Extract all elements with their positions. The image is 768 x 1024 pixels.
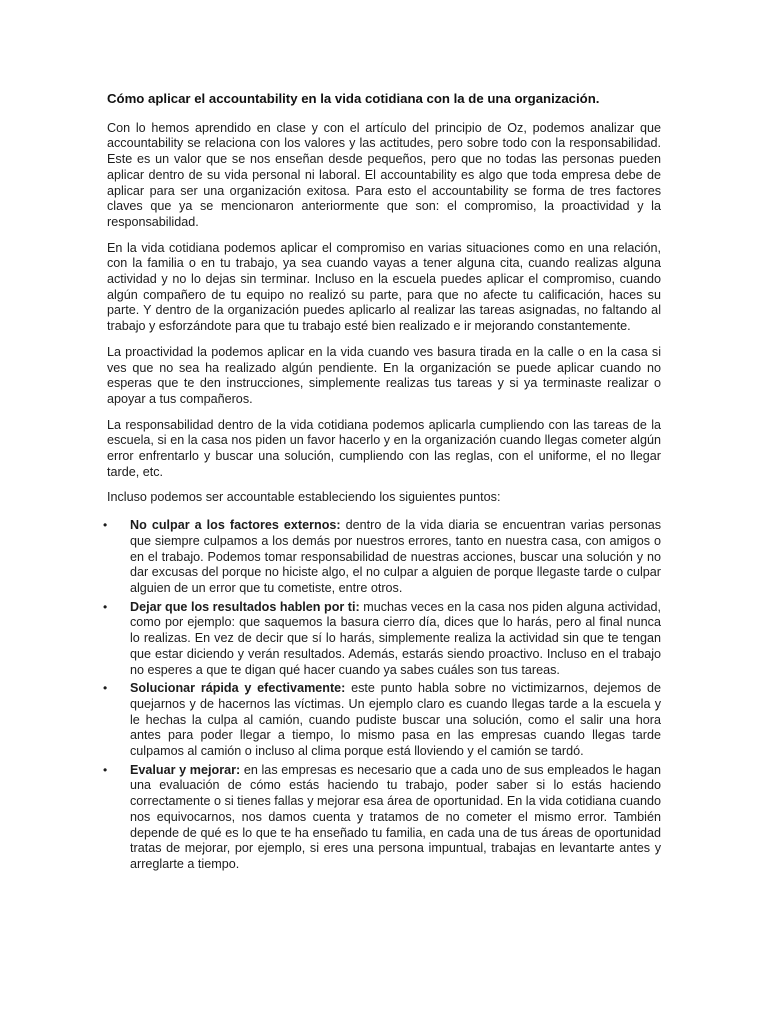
bullet-icon: • <box>103 681 108 696</box>
list-intro: Incluso podemos ser accountable estableciendo los siguientes puntos: <box>107 490 501 505</box>
list-item <box>103 599 661 679</box>
point-text: muchas veces en la casa nos piden alguna actividad, como por ejemplo: que saquemos la basura cierro día, dices que lo harás, pero al final nunca lo realizas. En vez de decir que sí lo harás, simplemente realiza la actividad sin que te tengan que estar diciendo y verán resultados. Además, estarás siendo proactivo. Incluso en el trabajo no esperes a que te digan qué hacer cuando ya sabes cuáles son tus tareas. <box>130 599 661 677</box>
point-text: dentro de la vida diaria se encuentran varias personas que siempre culpamos a los demás por nuestros errores, tanto en nuestra casa, con amigos o en el trabajo. Podemos tomar responsabilidad de nuestras acciones, buscar una solución y no dar excusas del porque no hiciste algo, el no culpar a alguien de porque llegaste tarde o culpar alguien de un error que tu cometiste, entre otros. <box>130 518 661 595</box>
list-item <box>103 681 661 760</box>
list-item <box>103 762 661 873</box>
list-item <box>103 518 661 597</box>
point-term: Solucionar rápida y efectivamente: <box>130 681 346 696</box>
paragraph-responsabilidad: La responsabilidad dentro de la vida cotidiana podemos aplicarla cumpliendo con las tareas de la escuela, si en la casa nos piden un favor hacerlo y en la organización cuando llegas cometer algún error enfrentarlo y buscar una solución, cumpliendo con las reglas, con el uniforme, el no llegar tarde, etc. <box>107 417 661 479</box>
paragraph-compromiso: En la vida cotidiana podemos aplicar el compromiso en varias situaciones como en una relación, con la familia o en tu trabajo, ya sea cuando vayas a tener alguna cita, cuando realizas alguna actividad y no lo dejas sin terminar. Incluso en la escuela puedes aplicar el compromiso, cuando algún compañero de tu equipo no realizó su parte, para que no afecte tu calificación, haces su parte. Y dentro de la organización puedes aplicarlo al realizar las tareas asignadas, no faltando al trabajo y esforzándote para que tu trabajo esté bien realizado e ir mejorando constantemente. <box>107 240 661 334</box>
point-text: en las empresas es necesario que a cada uno de sus empleados le hagan una evaluación de cómo estás haciendo tu trabajo, poder saber si lo estás haciendo correctamente o si tienes fallas y mejorar esa área de oportunidad. En la vida cotidiana cuando nos equivocarnos, nos damos cuenta y tratamos de no cometer el mismo error. También depende de qué es lo que te ha enseñado tu familia, en cada una de tus áreas de oportunidad tratas de mejorar, por ejemplo, si eres una persona impuntual, trabajas en levantarte antes y arreglarte a tiempo. <box>130 762 661 871</box>
document-title: Cómo aplicar el accountability en la vida cotidiana con la de una organización. <box>107 91 600 106</box>
point-term: Dejar que los resultados hablen por ti: <box>130 599 360 614</box>
bullet-icon: • <box>103 599 108 614</box>
point-term: No culpar a los factores externos: <box>130 518 341 533</box>
bullet-list <box>103 518 661 872</box>
paragraph-intro: Con lo hemos aprendido en clase y con el artículo del principio de Oz, podemos analizar que accountability se relaciona con los valores y las actitudes, pero sobre todo con la responsabilidad. Este es un valor que se nos enseñan desde pequeños, pero que no todas las personas pueden aplicar dentro de su vida personal ni laboral. El accountability es algo que toda empresa debe de aplicar para ser una organización exitosa. Para esto el accountability se forma de tres factores claves que ya se mencionaron anteriormente que son: el compromiso, la proactividad y la responsabilidad. <box>107 120 661 229</box>
point-term: Evaluar y mejorar: <box>130 762 241 777</box>
bullet-icon: • <box>103 518 108 533</box>
bullet-icon: • <box>103 762 108 777</box>
document-page <box>103 91 661 876</box>
paragraph-proactividad: La proactividad la podemos aplicar en la vida cuando ves basura tirada en la calle o en la casa si ves que no sea ha realizado algún pendiente. En la organización se puede aplicar cuando no esperas que te den instrucciones, simplemente realizas tus tareas y si ya terminaste realizar o apoyar a tus compañeros. <box>107 344 661 406</box>
point-text: este punto habla sobre no victimizarnos, dejemos de quejarnos y de hacernos las víctimas. Un ejemplo claro es cuando llegas tarde a la escuela y le hechas la culpa al camión, cuando pudiste buscar una solución, como el salir una hora antes para poder llegar a tiempo, lo mismo pasa en las empresas cuando llegas tarde culpamos al camión o incluso al clima porque está lloviendo y el camión se tardó. <box>130 681 661 759</box>
